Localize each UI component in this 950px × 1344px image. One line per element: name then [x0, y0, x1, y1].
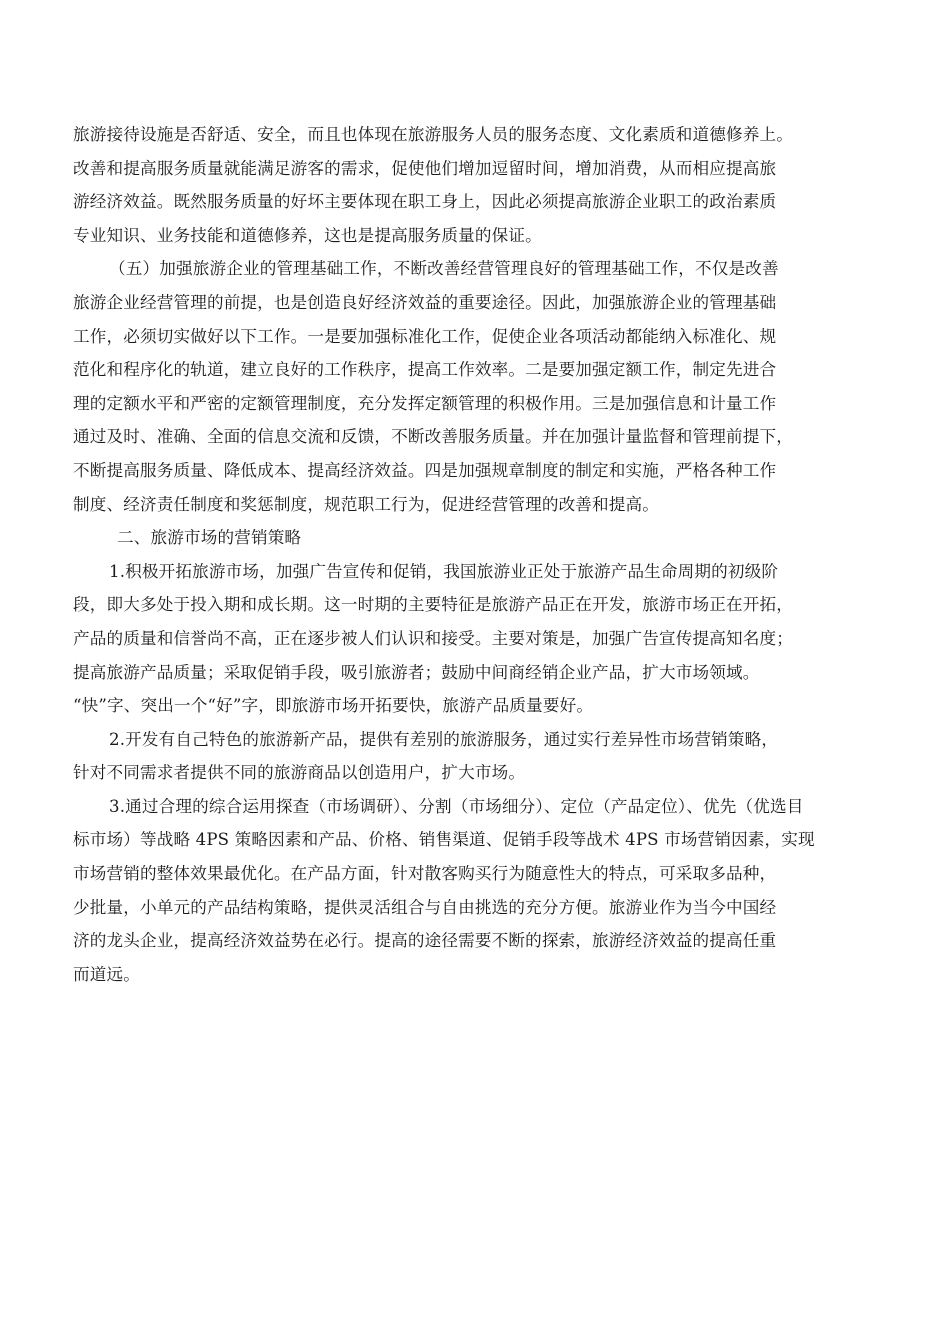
text-line: “快”字、突出一个“好”字，即旅游市场开拓要快，旅游产品质量要好。 — [73, 696, 594, 716]
document-body — [73, 118, 883, 991]
text-line: 2.开发有自己特色的旅游新产品，提供有差别的旅游服务，通过实行差异性市场营销策略， — [109, 729, 779, 749]
text-line: 少批量，小单元的产品结构策略，提供灵活组合与自由挑选的充分方便。旅游业作为当今中国经 — [73, 897, 777, 917]
text-line: 而道远。 — [73, 964, 140, 984]
text-line: 标市场）等战略 4PS 策略因素和产品、价格、销售渠道、促销手段等战术 4PS 市场营销因素，实现 — [73, 830, 815, 850]
text-line: 段，即大多处于投入期和成长期。这一时期的主要特征是旅游产品正在开发，旅游市场正在开拓， — [73, 595, 793, 615]
text-line: 二、旅游市场的营销策略 — [117, 528, 302, 548]
text-line: 范化和程序化的轨道，建立良好的工作秩序，提高工作效率。二是要加强定额工作，制定先进合 — [73, 360, 777, 380]
text-line: 制度、经济责任制度和奖惩制度，规范职工行为，促进经营管理的改善和提高。 — [73, 494, 660, 514]
text-line: 旅游企业经营管理的前提，也是创造良好经济效益的重要途径。因此，加强旅游企业的管理基础 — [73, 292, 777, 312]
text-line: 产品的质量和信誉尚不高，正在逐步被人们认识和接受。主要对策是，加强广告宣传提高知名度； — [73, 628, 793, 648]
text-line: 旅游接待设施是否舒适、安全，而且也体现在旅游服务人员的服务态度、文化素质和道德修养上。 — [73, 125, 793, 144]
text-line: 改善和提高服务质量就能满足游客的需求，促使他们增加逗留时间，增加消费，从而相应提高旅 — [73, 158, 777, 178]
text-line: 提高旅游产品质量；采取促销手段，吸引旅游者；鼓励中间商经销企业产品，扩大市场领域。 — [73, 662, 760, 682]
text-line: 通过及时、准确、全面的信息交流和反馈，不断改善服务质量。并在加强计量监督和管理前提下， — [73, 427, 793, 447]
text-line: 1.积极开拓旅游市场，加强广告宣传和促销，我国旅游业正处于旅游产品生命周期的初级阶 — [109, 561, 779, 581]
text-line: 工作，必须切实做好以下工作。一是要加强标准化工作，促使企业各项活动都能纳入标准化、规 — [73, 326, 777, 346]
text-line: 游经济效益。既然服务质量的好坏主要体现在职工身上，因此必须提高旅游企业职工的政治素质 — [73, 192, 777, 212]
text-line: 理的定额水平和严密的定额管理制度，充分发挥定额管理的积极作用。三是加强信息和计量工作 — [73, 393, 777, 413]
text-line: 针对不同需求者提供不同的旅游商品以创造用户，扩大市场。 — [73, 763, 526, 783]
text-line: 3.通过合理的综合运用探查（市场调研）、分割（市场细分）、定位（产品定位）、优先（优选目 — [109, 796, 804, 816]
text-line: （五）加强旅游企业的管理基础工作，不断改善经营管理良好的管理基础工作，不仅是改善 — [109, 259, 779, 279]
text-line: 市场营销的整体效果最优化。在产品方面，针对散客购买行为随意性大的特点，可采取多品种， — [73, 864, 777, 884]
text-line: 专业知识、业务技能和道德修养，这也是提高服务质量的保证。 — [73, 225, 542, 245]
text-line: 济的龙头企业，提高经济效益势在必行。提高的途径需要不断的探索，旅游经济效益的提高任重 — [73, 931, 777, 951]
text-line: 不断提高服务质量、降低成本、提高经济效益。四是加强规章制度的制定和实施，严格各种工作 — [73, 460, 777, 480]
